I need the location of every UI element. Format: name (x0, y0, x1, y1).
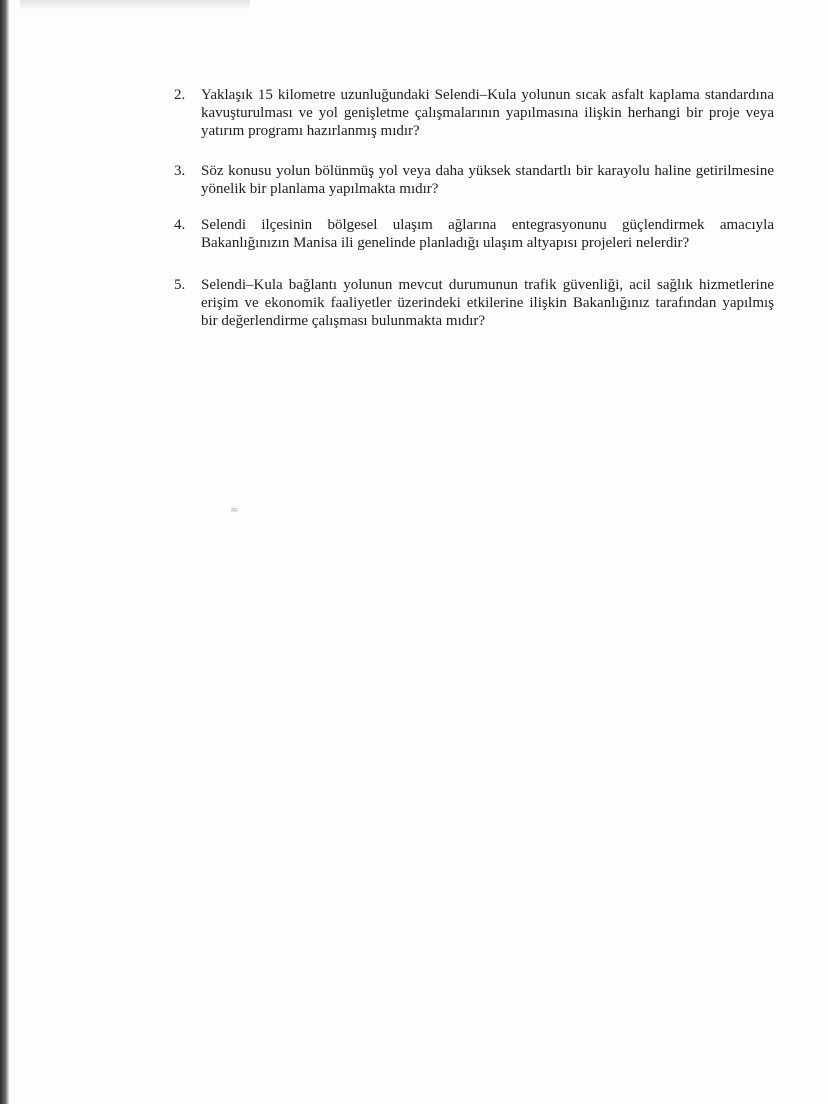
scan-smudge: ≈ (230, 505, 239, 516)
question-number: 2. (174, 87, 186, 103)
question-5 (174, 276, 774, 330)
question-text: Söz konusu yolun bölünmüş yol veya daha yüksek standartlı bir karayolu haline getirilmesine yönelik bir planlama yapılmakta mıdır? (201, 163, 774, 197)
question-text: Yaklaşık 15 kilometre uzunluğundaki Selendi–Kula yolunun sıcak asfalt kaplama standardına kavuşturulması ve yol genişletme çalışmalarının yapılmasına ilişkin herhangi bir proje veya yatırım programı hazırlanmış mıdır? (201, 87, 774, 139)
question-text: Selendi–Kula bağlantı yolunun mevcut durumunun trafik güvenliği, acil sağlık hizmetlerine erişim ve ekonomik faaliyetler üzerindeki etkilerine ilişkin Bakanlığınız tarafından yapılmış bir değerlendirme çalışması bulunmakta mıdır? (201, 277, 774, 329)
question-number: 4. (174, 217, 186, 233)
question-4 (174, 216, 774, 252)
question-3 (174, 162, 774, 198)
scan-top-shadow (20, 0, 250, 10)
question-number: 5. (174, 277, 186, 293)
question-text: Selendi ilçesinin bölgesel ulaşım ağlarına entegrasyonunu güçlendirmek amacıyla Bakanlığınızın Manisa ili genelinde planladığı ulaşım altyapısı projeleri nelerdir? (201, 217, 774, 251)
scan-edge-shadow (0, 0, 9, 1104)
question-2 (174, 86, 774, 140)
question-number: 3. (174, 163, 186, 179)
